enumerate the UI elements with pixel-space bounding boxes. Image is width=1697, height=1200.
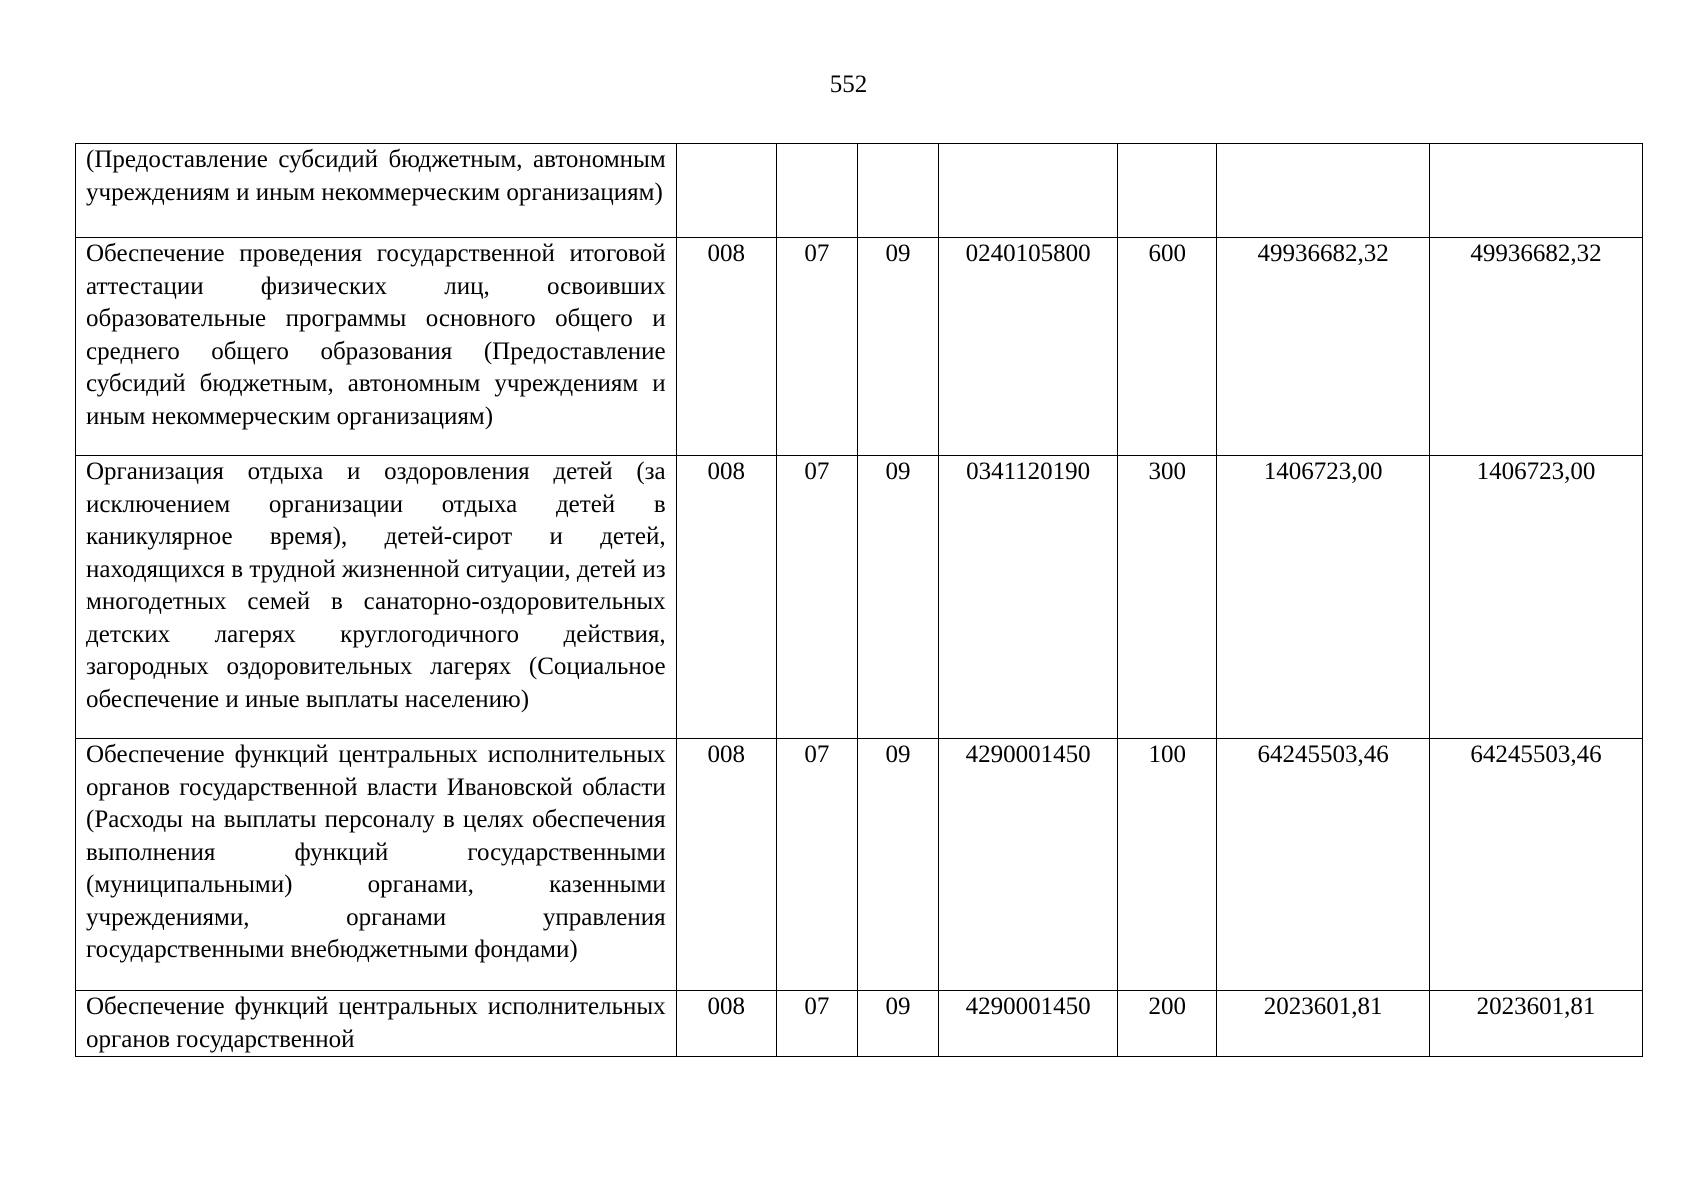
amount-1: 64245503,46 xyxy=(1217,739,1430,991)
row-description-text: Обеспечение проведения государственной итоговой аттестации физических лиц, освоивших образовательные программы основного общего и среднего общего образования (Предоставление субсидий бюджетным, автономным учреждениям и иным некоммерческим организациям) xyxy=(86,240,666,430)
amount-2: 49936682,32 xyxy=(1430,238,1643,456)
ministry-code: 008 xyxy=(676,739,776,991)
amount-2: 1406723,00 xyxy=(1430,456,1643,739)
amount-2 xyxy=(1430,144,1643,238)
expense-type-code: 200 xyxy=(1118,991,1217,1057)
section-code: 07 xyxy=(776,991,857,1057)
amount-1: 1406723,00 xyxy=(1217,456,1430,739)
expense-type-code: 300 xyxy=(1118,456,1217,739)
ministry-code: 008 xyxy=(676,238,776,456)
amount-1: 2023601,81 xyxy=(1217,991,1430,1057)
table-row xyxy=(76,456,1643,739)
table-row xyxy=(76,144,1643,238)
target-article-code xyxy=(939,144,1118,238)
amount-1 xyxy=(1217,144,1430,238)
subsection-code: 09 xyxy=(857,739,938,991)
section-code: 07 xyxy=(776,238,857,456)
section-code: 07 xyxy=(776,739,857,991)
target-article-code: 4290001450 xyxy=(939,739,1118,991)
row-description-text: Организация отдыха и оздоровления детей (за исключением организации отдыха детей в каникулярное время), детей-сирот и детей, находящихся в трудной жизненной ситуации, детей из многодетных семей в санаторно-оздоровительных детских лагерях круглогодичного действия, загородных оздоровительных лагерях (Социальное обеспечение и иные выплаты населению) xyxy=(86,458,666,713)
amount-2: 2023601,81 xyxy=(1430,991,1643,1057)
table-row xyxy=(76,991,1643,1057)
row-description xyxy=(76,238,677,456)
subsection-code: 09 xyxy=(857,238,938,456)
expense-type-code xyxy=(1118,144,1217,238)
expense-type-code: 100 xyxy=(1118,739,1217,991)
row-description xyxy=(76,144,677,238)
section-code xyxy=(776,144,857,238)
table-row xyxy=(76,238,1643,456)
row-description-text: Обеспечение функций центральных исполнительных органов государственной власти Ивановской области (Расходы на выплаты персоналу в целях обеспечения выполнения функций государственными (муниципальными) органами, казенными учреждениями, органами управления государственными внебюджетными фондами) xyxy=(86,741,666,963)
expense-type-code: 600 xyxy=(1118,238,1217,456)
row-description-text: Обеспечение функций центральных исполнительных органов государственной xyxy=(86,993,666,1053)
section-code: 07 xyxy=(776,456,857,739)
subsection-code xyxy=(857,144,938,238)
amount-2: 64245503,46 xyxy=(1430,739,1643,991)
table-row xyxy=(76,739,1643,991)
target-article-code: 0341120190 xyxy=(939,456,1118,739)
subsection-code: 09 xyxy=(857,991,938,1057)
subsection-code: 09 xyxy=(857,456,938,739)
budget-table xyxy=(75,143,1643,1057)
row-description xyxy=(76,991,677,1057)
row-description xyxy=(76,739,677,991)
target-article-code: 4290001450 xyxy=(939,991,1118,1057)
ministry-code: 008 xyxy=(676,991,776,1057)
ministry-code: 008 xyxy=(676,456,776,739)
page-number: 552 xyxy=(829,71,868,98)
ministry-code xyxy=(676,144,776,238)
row-description xyxy=(76,456,677,739)
row-description-text: (Предоставление субсидий бюджетным, автономным учреждениям и иным некоммерческим организациям) xyxy=(86,146,666,206)
target-article-code: 0240105800 xyxy=(939,238,1118,456)
amount-1: 49936682,32 xyxy=(1217,238,1430,456)
